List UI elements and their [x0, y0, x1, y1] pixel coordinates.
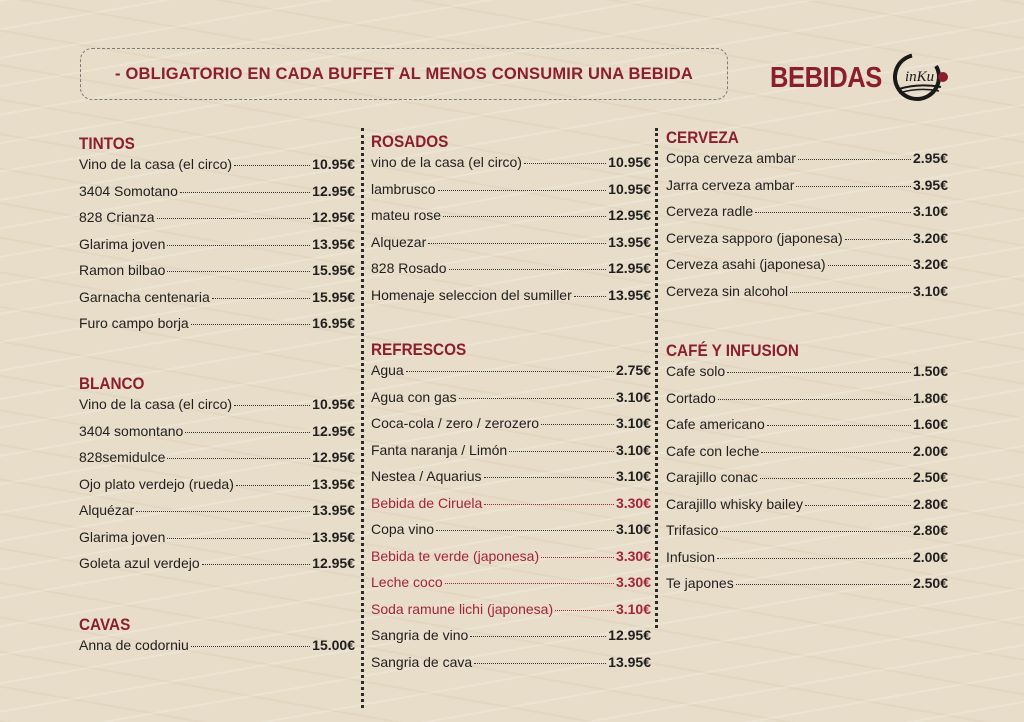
dot-leader — [180, 192, 310, 193]
dot-leader — [445, 583, 614, 584]
menu-item — [371, 521, 651, 548]
section-tintos — [79, 132, 355, 342]
menu-item — [371, 468, 651, 495]
item-name: Cafe solo — [666, 363, 726, 379]
menu-item — [371, 548, 651, 575]
section-rosados — [371, 130, 651, 313]
item-name: Alquezar — [371, 233, 427, 250]
item-price: 3.20€ — [912, 229, 948, 246]
section-blanco — [79, 372, 355, 582]
menu-item — [79, 529, 355, 556]
menu-item — [371, 442, 651, 469]
menu-item — [79, 396, 355, 423]
item-name: Cerveza radle — [666, 203, 754, 219]
item-name: lambrusco — [371, 180, 436, 197]
dot-leader — [167, 458, 310, 459]
item-price: 2.75€ — [615, 362, 651, 378]
item-price: 12.95€ — [312, 555, 355, 571]
item-price: 12.95€ — [608, 207, 651, 223]
item-name: Ojo plato verdejo (rueda) — [79, 475, 234, 492]
item-name: Sangria de vino — [371, 627, 469, 643]
dot-leader — [167, 271, 310, 272]
menu-item — [666, 363, 948, 390]
item-price: 13.95€ — [312, 502, 355, 518]
dot-leader — [717, 558, 911, 559]
item-name: mateu rose — [371, 207, 442, 223]
menu-item — [371, 574, 651, 601]
menu-item — [371, 154, 651, 181]
item-price: 3.10€ — [615, 388, 651, 405]
menu-item — [371, 654, 651, 681]
dot-leader — [524, 163, 606, 164]
menu-item — [371, 287, 651, 314]
item-name: Cerveza sapporo (japonesa) — [666, 229, 843, 246]
menu-item — [666, 522, 948, 549]
item-name: Fanta naranja / Limón — [371, 441, 508, 458]
item-name: Copa cerveza ambar — [666, 150, 796, 166]
dot-leader — [234, 165, 310, 166]
menu-item — [79, 183, 355, 210]
cafe-list — [666, 363, 948, 602]
dot-leader — [727, 372, 911, 373]
dot-leader — [167, 245, 310, 246]
menu-item — [79, 236, 355, 263]
menu-item — [371, 181, 651, 208]
item-name: Cortado — [666, 389, 716, 406]
menu-item — [666, 230, 948, 257]
menu-item — [666, 443, 948, 470]
item-price: 3.10€ — [912, 282, 948, 299]
menu-item — [371, 627, 651, 654]
item-name: Cafe americano — [666, 416, 765, 432]
dot-leader — [234, 405, 310, 406]
dot-leader — [436, 530, 614, 531]
item-price: 13.95€ — [312, 235, 355, 252]
menu-item — [79, 502, 355, 529]
cavas-list — [79, 637, 355, 664]
item-name: Vino de la casa (el circo) — [79, 156, 233, 172]
item-name: Glarima joven — [79, 235, 166, 252]
item-price: 10.95€ — [312, 156, 355, 172]
item-price: 1.80€ — [912, 389, 948, 406]
item-name: Alquézar — [79, 502, 135, 518]
menu-item — [79, 315, 355, 342]
dot-leader — [541, 424, 614, 425]
item-price: 2.50€ — [912, 575, 948, 591]
dot-leader — [185, 432, 310, 433]
section-cavas — [79, 613, 355, 664]
menu-item — [666, 416, 948, 443]
menu-item — [666, 150, 948, 177]
refrescos-list — [371, 362, 651, 680]
menu-item — [79, 637, 355, 664]
section-title: TINTOS — [79, 134, 135, 153]
item-price: 10.95€ — [312, 396, 355, 412]
item-name: Trifasico — [666, 522, 719, 538]
dot-leader — [761, 452, 911, 453]
item-name: 3404 Somotano — [79, 182, 178, 199]
item-name: Furo campo borja — [79, 315, 189, 331]
menu-item — [666, 469, 948, 496]
section-title: REFRESCOS — [371, 340, 467, 359]
dot-leader — [191, 646, 310, 647]
item-price: 13.95€ — [608, 286, 651, 303]
dot-leader — [760, 478, 911, 479]
tintos-list — [79, 156, 355, 342]
cerveza-list — [666, 150, 948, 309]
dot-leader — [474, 663, 606, 664]
item-name: Cerveza asahi (japonesa) — [666, 256, 826, 272]
dot-leader — [406, 371, 614, 372]
item-price: 2.80€ — [912, 495, 948, 512]
menu-item — [666, 177, 948, 204]
menu-item — [79, 555, 355, 582]
item-name: Bebida de Ciruela — [371, 494, 483, 511]
dot-leader — [167, 538, 310, 539]
item-name: Goleta azul verdejo — [79, 555, 200, 571]
item-price: 3.20€ — [912, 256, 948, 272]
dot-leader — [443, 216, 606, 217]
dot-leader — [805, 505, 911, 506]
item-price: 13.95€ — [312, 475, 355, 492]
section-title: BLANCO — [79, 374, 145, 393]
item-price: 3.30€ — [615, 494, 651, 511]
dot-leader — [755, 212, 911, 213]
menu-item — [666, 575, 948, 602]
menu-item — [371, 234, 651, 261]
item-price: 3.10€ — [615, 441, 651, 458]
menu-item — [371, 260, 651, 287]
item-name: Garnacha centenaria — [79, 288, 210, 305]
dot-leader — [428, 243, 606, 244]
dot-leader — [796, 186, 911, 187]
dot-leader — [541, 557, 614, 558]
item-price: 3.10€ — [615, 468, 651, 484]
menu-item — [371, 601, 651, 628]
item-name: Agua — [371, 362, 404, 378]
item-name: Nestea / Aquarius — [371, 468, 482, 484]
menu-item — [79, 476, 355, 503]
dot-leader — [790, 292, 911, 293]
menu-item — [371, 389, 651, 416]
menu-item — [666, 496, 948, 523]
section-refrescos — [371, 338, 651, 680]
dot-leader — [767, 425, 911, 426]
section-title: CERVEZA — [666, 128, 739, 147]
dot-leader — [555, 610, 614, 611]
item-name: Infusion — [666, 548, 716, 565]
dot-leader — [718, 399, 911, 400]
item-price: 13.95€ — [608, 233, 651, 250]
menu-item — [79, 289, 355, 316]
item-name: Bebida te verde (japonesa) — [371, 547, 540, 564]
menu-item — [666, 390, 948, 417]
dot-leader — [191, 324, 310, 325]
dot-leader — [438, 190, 607, 191]
item-name: Jarra cerveza ambar — [666, 176, 795, 193]
buffet-notice: - OBLIGATORIO EN CADA BUFFET AL MENOS CONSUMIR UNA BEBIDA — [80, 48, 728, 100]
item-price: 2.00€ — [912, 442, 948, 459]
item-price: 15.00€ — [312, 637, 355, 653]
item-price: 3.30€ — [615, 547, 651, 564]
item-price: 12.95€ — [312, 449, 355, 465]
item-name: Cafe con leche — [666, 442, 760, 459]
item-price: 3.10€ — [615, 600, 651, 617]
item-name: Copa vino — [371, 521, 435, 537]
item-name: Carajillo conac — [666, 469, 758, 485]
item-price: 12.95€ — [312, 209, 355, 225]
item-price: 3.95€ — [912, 176, 948, 193]
cinkuo-logo — [889, 47, 951, 109]
item-name: vino de la casa (el circo) — [371, 154, 522, 170]
menu-item — [79, 209, 355, 236]
dot-leader — [236, 485, 310, 486]
dot-leader — [202, 564, 311, 565]
item-price: 12.95€ — [608, 260, 651, 276]
dot-leader — [212, 298, 310, 299]
item-name: 3404 somontano — [79, 422, 184, 439]
item-price: 2.80€ — [912, 522, 948, 538]
dot-leader — [509, 451, 614, 452]
column-divider — [655, 128, 658, 628]
menu-item — [666, 203, 948, 230]
menu-item — [666, 283, 948, 310]
item-name: Te japones — [666, 575, 734, 591]
section-title: ROSADOS — [371, 132, 449, 151]
item-name: Cerveza sin alcohol — [666, 282, 789, 299]
section-title: CAVAS — [79, 615, 131, 634]
item-name: Ramon bilbao — [79, 262, 166, 278]
item-name: Vino de la casa (el circo) — [79, 396, 233, 412]
dot-leader — [574, 296, 606, 297]
item-price: 12.95€ — [312, 182, 355, 199]
item-name: Agua con gas — [371, 388, 457, 405]
section-cafe — [666, 339, 948, 602]
item-name: 828semidulce — [79, 449, 166, 465]
item-price: 2.00€ — [912, 548, 948, 565]
item-price: 10.95€ — [608, 154, 651, 170]
section-cerveza — [666, 126, 948, 309]
dot-leader — [449, 269, 607, 270]
item-price: 2.95€ — [912, 150, 948, 166]
item-name: Sangria de cava — [371, 653, 473, 670]
dot-leader — [459, 398, 614, 399]
menu-item — [79, 262, 355, 289]
item-price: 1.60€ — [912, 416, 948, 432]
dot-leader — [157, 218, 311, 219]
rosados-list — [371, 154, 651, 313]
item-price: 12.95€ — [608, 627, 651, 643]
dot-leader — [736, 584, 911, 585]
item-price: 3.10€ — [615, 521, 651, 537]
item-price: 3.10€ — [615, 415, 651, 431]
item-price: 3.30€ — [615, 574, 651, 590]
item-price: 12.95€ — [312, 422, 355, 439]
dot-leader — [720, 531, 911, 532]
dot-leader — [484, 477, 614, 478]
item-name: 828 Crianza — [79, 209, 155, 225]
item-name: Coca-cola / zero / zerozero — [371, 415, 540, 431]
dot-leader — [484, 504, 614, 505]
section-title: CAFÉ Y INFUSION — [666, 341, 799, 360]
item-price: 16.95€ — [312, 315, 355, 331]
item-price: 13.95€ — [608, 653, 651, 670]
dot-leader — [798, 159, 911, 160]
item-name: Anna de codorniu — [79, 637, 189, 653]
item-price: 15.95€ — [312, 262, 355, 278]
item-price: 13.95€ — [312, 528, 355, 545]
item-name: Leche coco — [371, 574, 443, 590]
item-name: 828 Rosado — [371, 260, 447, 276]
dot-leader — [845, 239, 911, 240]
menu-item — [371, 415, 651, 442]
menu-item — [79, 156, 355, 183]
item-price: 10.95€ — [608, 180, 651, 197]
menu-item — [79, 423, 355, 450]
blanco-list — [79, 396, 355, 582]
item-price: 1.50€ — [912, 363, 948, 379]
item-name: Glarima joven — [79, 528, 166, 545]
item-name: Homenaje seleccion del sumiller — [371, 286, 572, 303]
menu-item — [371, 495, 651, 522]
page-title: BEBIDAS — [770, 62, 882, 94]
dot-leader — [470, 636, 606, 637]
menu-item — [666, 256, 948, 283]
column-divider — [361, 128, 364, 708]
menu-item — [371, 362, 651, 389]
logo-text: inKu — [905, 69, 935, 85]
menu-item — [79, 449, 355, 476]
dot-leader — [828, 265, 911, 266]
menu-item — [371, 207, 651, 234]
item-name: Soda ramune lichi (japonesa) — [371, 600, 554, 617]
item-name: Carajillo whisky bailey — [666, 495, 803, 512]
menu-item — [666, 549, 948, 576]
item-price: 15.95€ — [312, 288, 355, 305]
item-price: 3.10€ — [912, 203, 948, 219]
dot-leader — [136, 511, 310, 512]
item-price: 2.50€ — [912, 469, 948, 485]
